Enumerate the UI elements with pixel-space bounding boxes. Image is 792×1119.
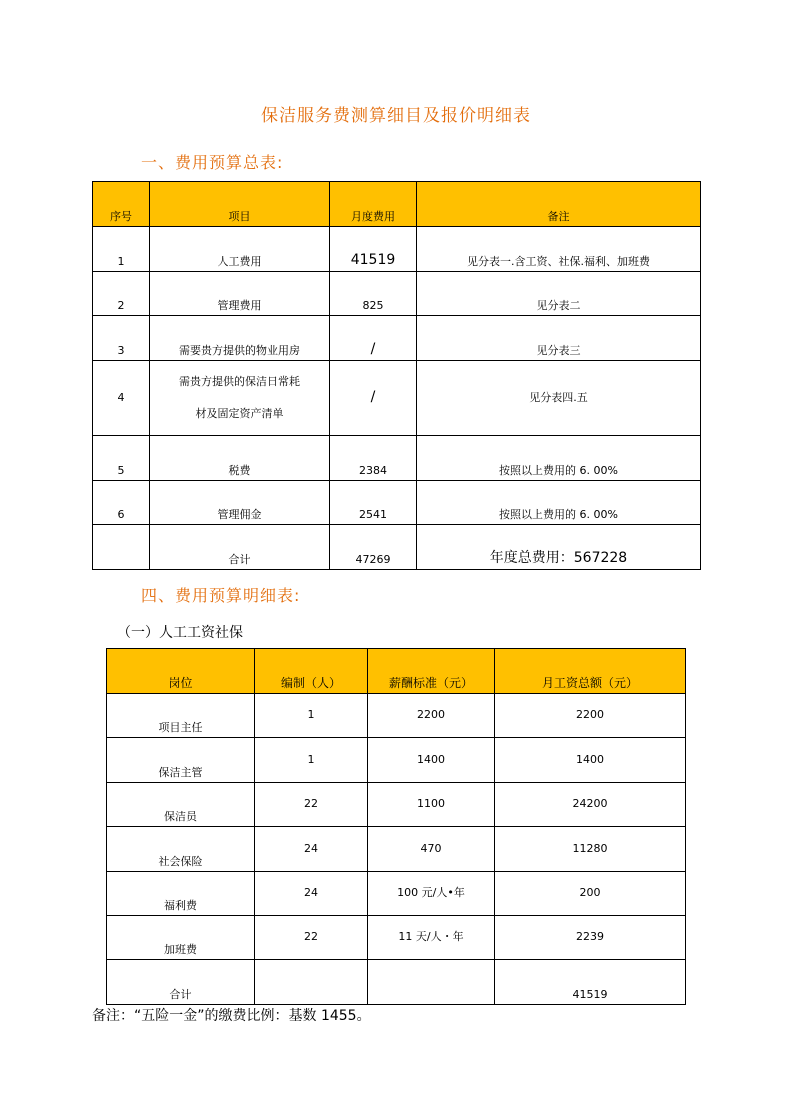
cell: / [330, 361, 417, 436]
header-cell: 薪酬标准（元） [368, 649, 495, 694]
cell: 1100 [368, 783, 495, 827]
table-row [107, 916, 686, 960]
cell: 按照以上费用的 6. 00% [417, 481, 701, 525]
cell: 合计 [150, 525, 330, 570]
cell: 社会保险 [107, 827, 255, 872]
cell: 保洁员 [107, 783, 255, 827]
cell [150, 361, 330, 436]
table-row [93, 272, 701, 316]
cell: 2200 [495, 694, 686, 738]
cell: 加班费 [107, 916, 255, 960]
header-cell: 备注 [417, 182, 701, 227]
table-row [93, 227, 701, 272]
cell: 11 天/人・年 [368, 916, 495, 960]
cell: 见分表二 [417, 272, 701, 316]
cell: 200 [495, 872, 686, 916]
section4-title: 四、费用预算明细表: [141, 586, 301, 605]
table-row [107, 738, 686, 783]
cell: 4 [93, 361, 150, 436]
cell: 11280 [495, 827, 686, 872]
cell: 按照以上费用的 6. 00% [417, 436, 701, 481]
cell: 47269 [330, 525, 417, 570]
cell: 3 [93, 316, 150, 361]
cell-line: 需贵方提供的保洁日常耗 [179, 375, 300, 388]
cell: 税费 [150, 436, 330, 481]
cell: 470 [368, 827, 495, 872]
cell: 2200 [368, 694, 495, 738]
cell: 22 [255, 916, 368, 960]
cell: 福利费 [107, 872, 255, 916]
budget-summary-table [92, 181, 701, 570]
cell: 41519 [495, 960, 686, 1005]
cell [93, 525, 150, 570]
cell: 24 [255, 872, 368, 916]
cell: 6 [93, 481, 150, 525]
cell: 5 [93, 436, 150, 481]
cell: 1 [255, 694, 368, 738]
cell: / [330, 316, 417, 361]
cell: 人工费用 [150, 227, 330, 272]
header-cell: 月度费用 [330, 182, 417, 227]
header-cell: 项目 [150, 182, 330, 227]
cell: 2239 [495, 916, 686, 960]
cell: 管理佣金 [150, 481, 330, 525]
cell [255, 960, 368, 1005]
header-cell: 月工资总额（元） [495, 649, 686, 694]
cell: 2384 [330, 436, 417, 481]
cell: 1400 [368, 738, 495, 783]
cell: 年度总费用：567228 [417, 525, 701, 570]
table-row [93, 525, 701, 570]
cell: 见分表四.五 [417, 361, 701, 436]
cell: 41519 [330, 227, 417, 272]
section1-title: 一、费用预算总表: [141, 153, 284, 172]
cell: 需要贵方提供的物业用房 [150, 316, 330, 361]
cell: 22 [255, 783, 368, 827]
cell: 见分表三 [417, 316, 701, 361]
cell [368, 960, 495, 1005]
footnote: 备注：“五险一金”的缴费比例：基数 1455。 [92, 1008, 371, 1024]
table-row [93, 361, 701, 436]
table-header-row [93, 182, 701, 227]
header-cell: 岗位 [107, 649, 255, 694]
page-title: 保洁服务费测算细目及报价明细表 [261, 106, 531, 126]
cell: 2541 [330, 481, 417, 525]
cell: 1400 [495, 738, 686, 783]
table-row [107, 872, 686, 916]
cell: 1 [93, 227, 150, 272]
table-row [93, 316, 701, 361]
cell-line: 材及固定资产清单 [195, 407, 284, 420]
cell: 825 [330, 272, 417, 316]
cell: 见分表一.含工资、社保.福利、加班费 [417, 227, 701, 272]
table-row [107, 694, 686, 738]
labor-cost-table [106, 648, 686, 1005]
table-row [107, 827, 686, 872]
cell: 24 [255, 827, 368, 872]
table-row [107, 783, 686, 827]
subsection-title: （一）人工工资社保 [117, 625, 243, 641]
table-row [107, 960, 686, 1005]
table-row [93, 436, 701, 481]
header-cell: 编制（人） [255, 649, 368, 694]
cell: 管理费用 [150, 272, 330, 316]
table-header-row [107, 649, 686, 694]
header-cell: 序号 [93, 182, 150, 227]
cell: 项目主任 [107, 694, 255, 738]
table-row [93, 481, 701, 525]
cell: 100 元/人•年 [368, 872, 495, 916]
cell: 合计 [107, 960, 255, 1005]
cell: 24200 [495, 783, 686, 827]
cell: 1 [255, 738, 368, 783]
cell: 2 [93, 272, 150, 316]
cell: 保洁主管 [107, 738, 255, 783]
